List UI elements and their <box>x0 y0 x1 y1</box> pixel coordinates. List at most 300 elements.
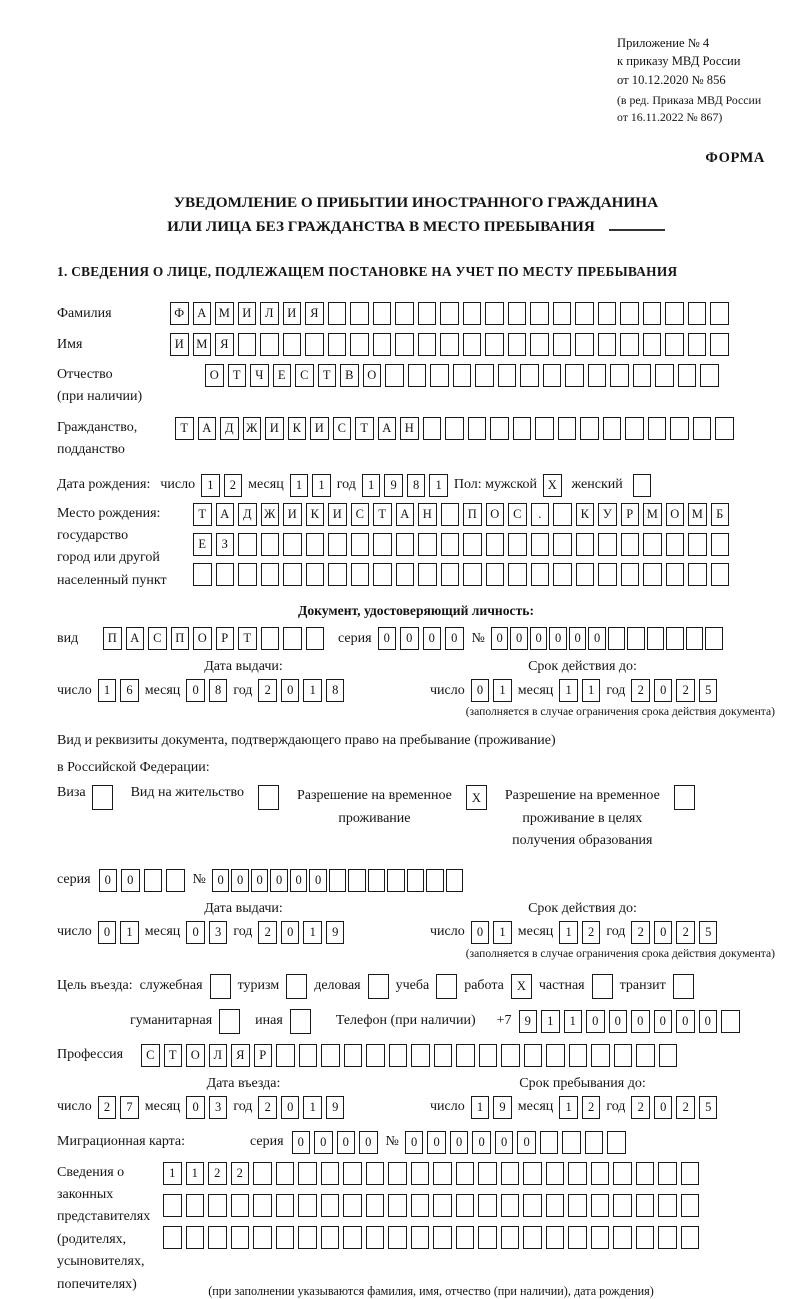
birthplace-input-row2-cell-19[interactable] <box>598 533 617 556</box>
purpose-work-checkbox-cell-1[interactable]: X <box>511 974 532 999</box>
birthplace-input-row3-cell-21[interactable] <box>643 563 662 586</box>
representatives-input-row1-cell-23[interactable] <box>658 1162 677 1185</box>
entry-year-input-cell-1[interactable]: 2 <box>258 1096 277 1119</box>
doc-kind-input-cell-5[interactable]: О <box>193 627 212 650</box>
surname-input-cell-10[interactable] <box>373 302 392 325</box>
permit-number-input-cell-10[interactable] <box>387 869 405 892</box>
citizenship-input-cell-23[interactable] <box>670 417 689 440</box>
name-input-cell-15[interactable] <box>485 333 504 356</box>
name-input-cell-2[interactable]: М <box>193 333 212 356</box>
profession-input-cell-19[interactable] <box>546 1044 565 1067</box>
patronymic-input-cell-13[interactable] <box>475 364 494 387</box>
birthplace-input-row1-cell-8[interactable]: С <box>351 503 370 526</box>
doc-number-input-cell-9[interactable] <box>647 627 665 650</box>
purpose-private-checkbox-cell-1[interactable] <box>592 974 613 999</box>
doc-kind-input-cell-4[interactable]: П <box>171 627 190 650</box>
birthplace-input-row3-cell-5[interactable] <box>283 563 302 586</box>
representatives-input-row3-cell-7[interactable] <box>298 1226 317 1249</box>
surname-input-cell-12[interactable] <box>418 302 437 325</box>
birthplace-input-row2-cell-4[interactable] <box>261 533 280 556</box>
birth-month-input-cell-2[interactable]: 1 <box>312 474 331 497</box>
birthplace-input-row1-cell-16[interactable]: . <box>531 503 550 526</box>
patronymic-input-cell-9[interactable] <box>385 364 404 387</box>
migration-number-input-cell-6[interactable]: 0 <box>517 1131 536 1154</box>
permit-number-input-cell-4[interactable]: 0 <box>270 869 288 892</box>
representatives-input-row1-cell-15[interactable] <box>478 1162 497 1185</box>
migration-series-input-cell-3[interactable]: 0 <box>337 1131 356 1154</box>
permit-issue-day-input-cell-1[interactable]: 0 <box>98 921 117 944</box>
profession-input-cell-20[interactable] <box>569 1044 588 1067</box>
profession-input-cell-11[interactable] <box>366 1044 385 1067</box>
representatives-input-row3-cell-2[interactable] <box>186 1226 205 1249</box>
name-input-cell-6[interactable] <box>283 333 302 356</box>
permit-number-input-cell-8[interactable] <box>348 869 366 892</box>
birthplace-input-row1-cell-17[interactable] <box>553 503 572 526</box>
name-input-cell-3[interactable]: Я <box>215 333 234 356</box>
citizenship-input-cell-9[interactable]: Т <box>355 417 374 440</box>
temp-permit-checkbox-cell-1[interactable]: X <box>466 785 487 810</box>
migration-number-input-cell-7[interactable] <box>540 1131 559 1154</box>
birthplace-input-row2-cell-20[interactable] <box>621 533 640 556</box>
doc-number-input-cell-1[interactable]: 0 <box>491 627 509 650</box>
permit-valid-year-input-cell-2[interactable]: 0 <box>654 921 673 944</box>
representatives-input-row3-cell-8[interactable] <box>321 1226 340 1249</box>
patronymic-input-cell-21[interactable] <box>655 364 674 387</box>
doc-number-input-cell-7[interactable] <box>608 627 626 650</box>
representatives-input-row2-cell-7[interactable] <box>298 1194 317 1217</box>
birthplace-input-row1-cell-2[interactable]: А <box>216 503 235 526</box>
profession-input-cell-10[interactable] <box>344 1044 363 1067</box>
permit-issue-day-input-cell-2[interactable]: 1 <box>120 921 139 944</box>
phone-input-cell-1[interactable]: 9 <box>519 1010 538 1033</box>
representatives-input-row2-cell-10[interactable] <box>366 1194 385 1217</box>
doc-number-input-cell-2[interactable]: 0 <box>510 627 528 650</box>
birthplace-input-row1-cell-22[interactable]: О <box>666 503 685 526</box>
stay-day-input-cell-2[interactable]: 9 <box>493 1096 512 1119</box>
birthplace-input-row3-cell-22[interactable] <box>666 563 685 586</box>
birthplace-input-row2-cell-21[interactable] <box>643 533 662 556</box>
permit-number-input-cell-2[interactable]: 0 <box>231 869 249 892</box>
permit-number-input-cell-9[interactable] <box>368 869 386 892</box>
permit-valid-day-input-cell-2[interactable]: 1 <box>493 921 512 944</box>
birthplace-input-row2-cell-12[interactable] <box>441 533 460 556</box>
patronymic-input-cell-18[interactable] <box>588 364 607 387</box>
patronymic-input-cell-16[interactable] <box>543 364 562 387</box>
surname-input-cell-23[interactable] <box>665 302 684 325</box>
profession-input-cell-23[interactable] <box>636 1044 655 1067</box>
name-input-cell-4[interactable] <box>238 333 257 356</box>
patronymic-input-cell-14[interactable] <box>498 364 517 387</box>
citizenship-input-cell-4[interactable]: Ж <box>243 417 262 440</box>
permit-series-input-cell-2[interactable]: 0 <box>121 869 140 892</box>
surname-input-cell-4[interactable]: И <box>238 302 257 325</box>
permit-number-input-cell-11[interactable] <box>407 869 425 892</box>
migration-number-input-cell-4[interactable]: 0 <box>472 1131 491 1154</box>
representatives-input-row3-cell-3[interactable] <box>208 1226 227 1249</box>
migration-series-input-cell-2[interactable]: 0 <box>314 1131 333 1154</box>
name-input-cell-19[interactable] <box>575 333 594 356</box>
birth-day-input-cell-2[interactable]: 2 <box>224 474 243 497</box>
profession-input-cell-5[interactable]: Я <box>231 1044 250 1067</box>
edu-permit-checkbox-cell-1[interactable] <box>674 785 695 810</box>
patronymic-input-cell-17[interactable] <box>565 364 584 387</box>
birthplace-input-row1-cell-6[interactable]: К <box>306 503 325 526</box>
surname-input-cell-2[interactable]: А <box>193 302 212 325</box>
permit-valid-month-input-cell-1[interactable]: 1 <box>559 921 578 944</box>
birthplace-input-row2-cell-24[interactable] <box>711 533 730 556</box>
representatives-input-row2-cell-4[interactable] <box>231 1194 250 1217</box>
surname-input-cell-21[interactable] <box>620 302 639 325</box>
birthplace-input-row2-cell-13[interactable] <box>463 533 482 556</box>
doc-valid-year-input-cell-1[interactable]: 2 <box>631 679 650 702</box>
profession-input-cell-16[interactable] <box>479 1044 498 1067</box>
profession-input-cell-13[interactable] <box>411 1044 430 1067</box>
patronymic-input-cell-7[interactable]: В <box>340 364 359 387</box>
representatives-input-row2-cell-24[interactable] <box>681 1194 700 1217</box>
representatives-input-row1-cell-3[interactable]: 2 <box>208 1162 227 1185</box>
surname-input-cell-6[interactable]: И <box>283 302 302 325</box>
citizenship-input-cell-10[interactable]: А <box>378 417 397 440</box>
doc-number-input-cell-6[interactable]: 0 <box>588 627 606 650</box>
representatives-input-row3-cell-20[interactable] <box>591 1226 610 1249</box>
permit-series-input-cell-3[interactable] <box>144 869 163 892</box>
surname-input-cell-11[interactable] <box>395 302 414 325</box>
residence-permit-checkbox-cell-1[interactable] <box>258 785 279 810</box>
citizenship-input-cell-1[interactable]: Т <box>175 417 194 440</box>
patronymic-input-cell-3[interactable]: Ч <box>250 364 269 387</box>
birthplace-input-row3-cell-9[interactable] <box>373 563 392 586</box>
representatives-input-row1-cell-22[interactable] <box>636 1162 655 1185</box>
doc-kind-input-cell-7[interactable]: Т <box>238 627 257 650</box>
permit-number-input-cell-5[interactable]: 0 <box>290 869 308 892</box>
migration-number-input-cell-5[interactable]: 0 <box>495 1131 514 1154</box>
birthplace-input-row1-cell-4[interactable]: Ж <box>261 503 280 526</box>
doc-series-input-cell-4[interactable]: 0 <box>445 627 464 650</box>
surname-input-cell-18[interactable] <box>553 302 572 325</box>
representatives-input-row3-cell-10[interactable] <box>366 1226 385 1249</box>
patronymic-input-cell-6[interactable]: Т <box>318 364 337 387</box>
representatives-input-row2-cell-16[interactable] <box>501 1194 520 1217</box>
entry-month-input-cell-2[interactable]: 3 <box>209 1096 228 1119</box>
doc-kind-input-cell-2[interactable]: А <box>126 627 145 650</box>
name-input-cell-11[interactable] <box>395 333 414 356</box>
birthplace-input-row1-cell-14[interactable]: О <box>486 503 505 526</box>
doc-issue-year-input-cell-4[interactable]: 8 <box>326 679 345 702</box>
doc-kind-input-cell-3[interactable]: С <box>148 627 167 650</box>
surname-input-cell-22[interactable] <box>643 302 662 325</box>
birthplace-input-row3-cell-17[interactable] <box>553 563 572 586</box>
representatives-input-row3-cell-18[interactable] <box>546 1226 565 1249</box>
birthplace-input-row3-cell-2[interactable] <box>216 563 235 586</box>
phone-input-cell-5[interactable]: 0 <box>609 1010 628 1033</box>
birthplace-input-row3-cell-8[interactable] <box>351 563 370 586</box>
representatives-input-row3-cell-4[interactable] <box>231 1226 250 1249</box>
birthplace-input-row1-cell-21[interactable]: М <box>643 503 662 526</box>
representatives-input-row1-cell-9[interactable] <box>343 1162 362 1185</box>
phone-input-cell-8[interactable]: 0 <box>676 1010 695 1033</box>
permit-valid-year-input-cell-4[interactable]: 5 <box>699 921 718 944</box>
birth-year-input-cell-4[interactable]: 1 <box>429 474 448 497</box>
profession-input-cell-2[interactable]: Т <box>164 1044 183 1067</box>
doc-issue-day-input-cell-1[interactable]: 1 <box>98 679 117 702</box>
patronymic-input-cell-2[interactable]: Т <box>228 364 247 387</box>
profession-input-cell-7[interactable] <box>276 1044 295 1067</box>
surname-input-cell-13[interactable] <box>440 302 459 325</box>
birthplace-input-row1-cell-11[interactable]: Н <box>418 503 437 526</box>
name-input-cell-12[interactable] <box>418 333 437 356</box>
representatives-input-row2-cell-3[interactable] <box>208 1194 227 1217</box>
birthplace-input-row3-cell-19[interactable] <box>598 563 617 586</box>
name-input-cell-24[interactable] <box>688 333 707 356</box>
purpose-other-checkbox-cell-1[interactable] <box>290 1009 311 1034</box>
doc-number-input-cell-11[interactable] <box>686 627 704 650</box>
name-input-cell-13[interactable] <box>440 333 459 356</box>
profession-input-cell-9[interactable] <box>321 1044 340 1067</box>
birthplace-input-row2-cell-15[interactable] <box>508 533 527 556</box>
citizenship-input-cell-12[interactable] <box>423 417 442 440</box>
representatives-input-row3-cell-11[interactable] <box>388 1226 407 1249</box>
patronymic-input-cell-19[interactable] <box>610 364 629 387</box>
citizenship-input-cell-14[interactable] <box>468 417 487 440</box>
name-input-cell-8[interactable] <box>328 333 347 356</box>
doc-issue-year-input-cell-1[interactable]: 2 <box>258 679 277 702</box>
representatives-input-row3-cell-22[interactable] <box>636 1226 655 1249</box>
permit-issue-year-input-cell-3[interactable]: 1 <box>303 921 322 944</box>
patronymic-input-cell-23[interactable] <box>700 364 719 387</box>
representatives-input-row1-cell-11[interactable] <box>388 1162 407 1185</box>
citizenship-input-cell-25[interactable] <box>715 417 734 440</box>
birthplace-input-row2-cell-10[interactable] <box>396 533 415 556</box>
patronymic-input-cell-8[interactable]: О <box>363 364 382 387</box>
migration-number-input-cell-1[interactable]: 0 <box>405 1131 424 1154</box>
representatives-input-row1-cell-13[interactable] <box>433 1162 452 1185</box>
phone-input-cell-3[interactable]: 1 <box>564 1010 583 1033</box>
name-input-cell-25[interactable] <box>710 333 729 356</box>
birthplace-input-row1-cell-5[interactable]: И <box>283 503 302 526</box>
birthplace-input-row2-cell-5[interactable] <box>283 533 302 556</box>
birthplace-input-row3-cell-18[interactable] <box>576 563 595 586</box>
phone-input-cell-4[interactable]: 0 <box>586 1010 605 1033</box>
entry-year-input-cell-4[interactable]: 9 <box>326 1096 345 1119</box>
birthplace-input-row1-cell-15[interactable]: С <box>508 503 527 526</box>
profession-input-cell-18[interactable] <box>524 1044 543 1067</box>
profession-input-cell-4[interactable]: Л <box>209 1044 228 1067</box>
patronymic-input-cell-12[interactable] <box>453 364 472 387</box>
doc-kind-input-cell-10[interactable] <box>306 627 325 650</box>
patronymic-input-cell-15[interactable] <box>520 364 539 387</box>
representatives-input-row3-cell-15[interactable] <box>478 1226 497 1249</box>
name-input-cell-21[interactable] <box>620 333 639 356</box>
birthplace-input-row2-cell-6[interactable] <box>306 533 325 556</box>
doc-number-input-cell-5[interactable]: 0 <box>569 627 587 650</box>
profession-input-cell-6[interactable]: Р <box>254 1044 273 1067</box>
citizenship-input-cell-20[interactable] <box>603 417 622 440</box>
phone-input-cell-7[interactable]: 0 <box>654 1010 673 1033</box>
stay-month-input-cell-1[interactable]: 1 <box>559 1096 578 1119</box>
citizenship-input-cell-19[interactable] <box>580 417 599 440</box>
citizenship-input-cell-11[interactable]: Н <box>400 417 419 440</box>
representatives-input-row3-cell-24[interactable] <box>681 1226 700 1249</box>
citizenship-input-cell-22[interactable] <box>648 417 667 440</box>
stay-year-input-cell-1[interactable]: 2 <box>631 1096 650 1119</box>
representatives-input-row2-cell-23[interactable] <box>658 1194 677 1217</box>
phone-input-cell-9[interactable]: 0 <box>699 1010 718 1033</box>
birthplace-input-row1-cell-13[interactable]: П <box>463 503 482 526</box>
birthplace-input-row3-cell-10[interactable] <box>396 563 415 586</box>
sex-female-checkbox-cell-1[interactable] <box>633 474 652 497</box>
stay-year-input-cell-2[interactable]: 0 <box>654 1096 673 1119</box>
birthplace-input-row3-cell-3[interactable] <box>238 563 257 586</box>
citizenship-input-cell-24[interactable] <box>693 417 712 440</box>
citizenship-input-cell-16[interactable] <box>513 417 532 440</box>
surname-input-cell-17[interactable] <box>530 302 549 325</box>
phone-input-cell-6[interactable]: 0 <box>631 1010 650 1033</box>
representatives-input-row3-cell-21[interactable] <box>613 1226 632 1249</box>
representatives-input-row2-cell-2[interactable] <box>186 1194 205 1217</box>
representatives-input-row2-cell-18[interactable] <box>546 1194 565 1217</box>
birthplace-input-row3-cell-16[interactable] <box>531 563 550 586</box>
birthplace-input-row3-cell-14[interactable] <box>486 563 505 586</box>
doc-kind-input-cell-6[interactable]: Р <box>216 627 235 650</box>
birthplace-input-row1-cell-1[interactable]: Т <box>193 503 212 526</box>
stay-year-input-cell-4[interactable]: 5 <box>699 1096 718 1119</box>
permit-series-input-cell-1[interactable]: 0 <box>99 869 118 892</box>
citizenship-input-cell-8[interactable]: С <box>333 417 352 440</box>
permit-series-input-cell-4[interactable] <box>166 869 185 892</box>
permit-valid-month-input-cell-2[interactable]: 2 <box>582 921 601 944</box>
doc-valid-day-input-cell-2[interactable]: 1 <box>493 679 512 702</box>
birthplace-input-row3-cell-12[interactable] <box>441 563 460 586</box>
birthplace-input-row3-cell-24[interactable] <box>711 563 730 586</box>
doc-valid-year-input-cell-2[interactable]: 0 <box>654 679 673 702</box>
phone-input-cell-10[interactable] <box>721 1010 740 1033</box>
doc-valid-month-input-cell-1[interactable]: 1 <box>559 679 578 702</box>
permit-number-input-cell-6[interactable]: 0 <box>309 869 327 892</box>
profession-input-cell-22[interactable] <box>614 1044 633 1067</box>
representatives-input-row2-cell-11[interactable] <box>388 1194 407 1217</box>
name-input-cell-18[interactable] <box>553 333 572 356</box>
doc-kind-input-cell-8[interactable] <box>261 627 280 650</box>
entry-year-input-cell-3[interactable]: 1 <box>303 1096 322 1119</box>
representatives-input-row3-cell-17[interactable] <box>523 1226 542 1249</box>
doc-number-input-cell-8[interactable] <box>627 627 645 650</box>
representatives-input-row1-cell-2[interactable]: 1 <box>186 1162 205 1185</box>
surname-input-cell-15[interactable] <box>485 302 504 325</box>
name-input-cell-22[interactable] <box>643 333 662 356</box>
doc-series-input-cell-1[interactable]: 0 <box>378 627 397 650</box>
surname-input-cell-16[interactable] <box>508 302 527 325</box>
patronymic-input-cell-5[interactable]: С <box>295 364 314 387</box>
permit-valid-year-input-cell-1[interactable]: 2 <box>631 921 650 944</box>
representatives-input-row3-cell-23[interactable] <box>658 1226 677 1249</box>
doc-valid-year-input-cell-4[interactable]: 5 <box>699 679 718 702</box>
purpose-humanitarian-checkbox-cell-1[interactable] <box>219 1009 240 1034</box>
representatives-input-row3-cell-14[interactable] <box>456 1226 475 1249</box>
doc-kind-input-cell-1[interactable]: П <box>103 627 122 650</box>
stay-year-input-cell-3[interactable]: 2 <box>676 1096 695 1119</box>
representatives-input-row1-cell-1[interactable]: 1 <box>163 1162 182 1185</box>
representatives-input-row1-cell-19[interactable] <box>568 1162 587 1185</box>
migration-number-input-cell-2[interactable]: 0 <box>427 1131 446 1154</box>
name-input-cell-9[interactable] <box>350 333 369 356</box>
representatives-input-row2-cell-12[interactable] <box>411 1194 430 1217</box>
entry-month-input-cell-1[interactable]: 0 <box>186 1096 205 1119</box>
profession-input-cell-15[interactable] <box>456 1044 475 1067</box>
birth-year-input-cell-3[interactable]: 8 <box>407 474 426 497</box>
stay-day-input-cell-1[interactable]: 1 <box>471 1096 490 1119</box>
purpose-tourism-checkbox-cell-1[interactable] <box>286 974 307 999</box>
patronymic-input-cell-4[interactable]: Е <box>273 364 292 387</box>
representatives-input-row1-cell-12[interactable] <box>411 1162 430 1185</box>
birthplace-input-row1-cell-9[interactable]: Т <box>373 503 392 526</box>
surname-input-cell-7[interactable]: Я <box>305 302 324 325</box>
birthplace-input-row3-cell-15[interactable] <box>508 563 527 586</box>
doc-number-input-cell-4[interactable]: 0 <box>549 627 567 650</box>
birthplace-input-row2-cell-7[interactable] <box>328 533 347 556</box>
representatives-input-row1-cell-14[interactable] <box>456 1162 475 1185</box>
birth-year-input-cell-2[interactable]: 9 <box>384 474 403 497</box>
surname-input-cell-19[interactable] <box>575 302 594 325</box>
surname-input-cell-20[interactable] <box>598 302 617 325</box>
birthplace-input-row2-cell-9[interactable] <box>373 533 392 556</box>
birthplace-input-row1-cell-12[interactable] <box>441 503 460 526</box>
doc-number-input-cell-10[interactable] <box>666 627 684 650</box>
representatives-input-row1-cell-18[interactable] <box>546 1162 565 1185</box>
birthplace-input-row2-cell-11[interactable] <box>418 533 437 556</box>
name-input-cell-5[interactable] <box>260 333 279 356</box>
migration-number-input-cell-10[interactable] <box>607 1131 626 1154</box>
birthplace-input-row2-cell-8[interactable] <box>351 533 370 556</box>
purpose-official-checkbox-cell-1[interactable] <box>210 974 231 999</box>
doc-issue-month-input-cell-1[interactable]: 0 <box>186 679 205 702</box>
doc-valid-day-input-cell-1[interactable]: 0 <box>471 679 490 702</box>
profession-input-cell-14[interactable] <box>434 1044 453 1067</box>
citizenship-input-cell-7[interactable]: И <box>310 417 329 440</box>
permit-valid-day-input-cell-1[interactable]: 0 <box>471 921 490 944</box>
representatives-input-row3-cell-5[interactable] <box>253 1226 272 1249</box>
representatives-input-row1-cell-20[interactable] <box>591 1162 610 1185</box>
birthplace-input-row1-cell-3[interactable]: Д <box>238 503 257 526</box>
representatives-input-row3-cell-9[interactable] <box>343 1226 362 1249</box>
birthplace-input-row3-cell-4[interactable] <box>261 563 280 586</box>
representatives-input-row1-cell-5[interactable] <box>253 1162 272 1185</box>
doc-series-input-cell-3[interactable]: 0 <box>423 627 442 650</box>
name-input-cell-17[interactable] <box>530 333 549 356</box>
visa-checkbox-cell-1[interactable] <box>92 785 113 810</box>
entry-day-input-cell-1[interactable]: 2 <box>98 1096 117 1119</box>
birthplace-input-row1-cell-7[interactable]: И <box>328 503 347 526</box>
patronymic-input-cell-10[interactable] <box>408 364 427 387</box>
doc-issue-year-input-cell-2[interactable]: 0 <box>281 679 300 702</box>
representatives-input-row2-cell-17[interactable] <box>523 1194 542 1217</box>
name-input-cell-10[interactable] <box>373 333 392 356</box>
citizenship-input-cell-15[interactable] <box>490 417 509 440</box>
birthplace-input-row1-cell-24[interactable]: Б <box>711 503 730 526</box>
doc-valid-month-input-cell-2[interactable]: 1 <box>582 679 601 702</box>
name-input-cell-16[interactable] <box>508 333 527 356</box>
birthplace-input-row2-cell-1[interactable]: Е <box>193 533 212 556</box>
permit-issue-year-input-cell-2[interactable]: 0 <box>281 921 300 944</box>
profession-input-cell-17[interactable] <box>501 1044 520 1067</box>
purpose-study-checkbox-cell-1[interactable] <box>436 974 457 999</box>
entry-day-input-cell-2[interactable]: 7 <box>120 1096 139 1119</box>
patronymic-input-cell-20[interactable] <box>633 364 652 387</box>
birthplace-input-row2-cell-23[interactable] <box>688 533 707 556</box>
permit-number-input-cell-13[interactable] <box>446 869 464 892</box>
doc-valid-year-input-cell-3[interactable]: 2 <box>676 679 695 702</box>
permit-number-input-cell-7[interactable] <box>329 869 347 892</box>
profession-input-cell-1[interactable]: С <box>141 1044 160 1067</box>
